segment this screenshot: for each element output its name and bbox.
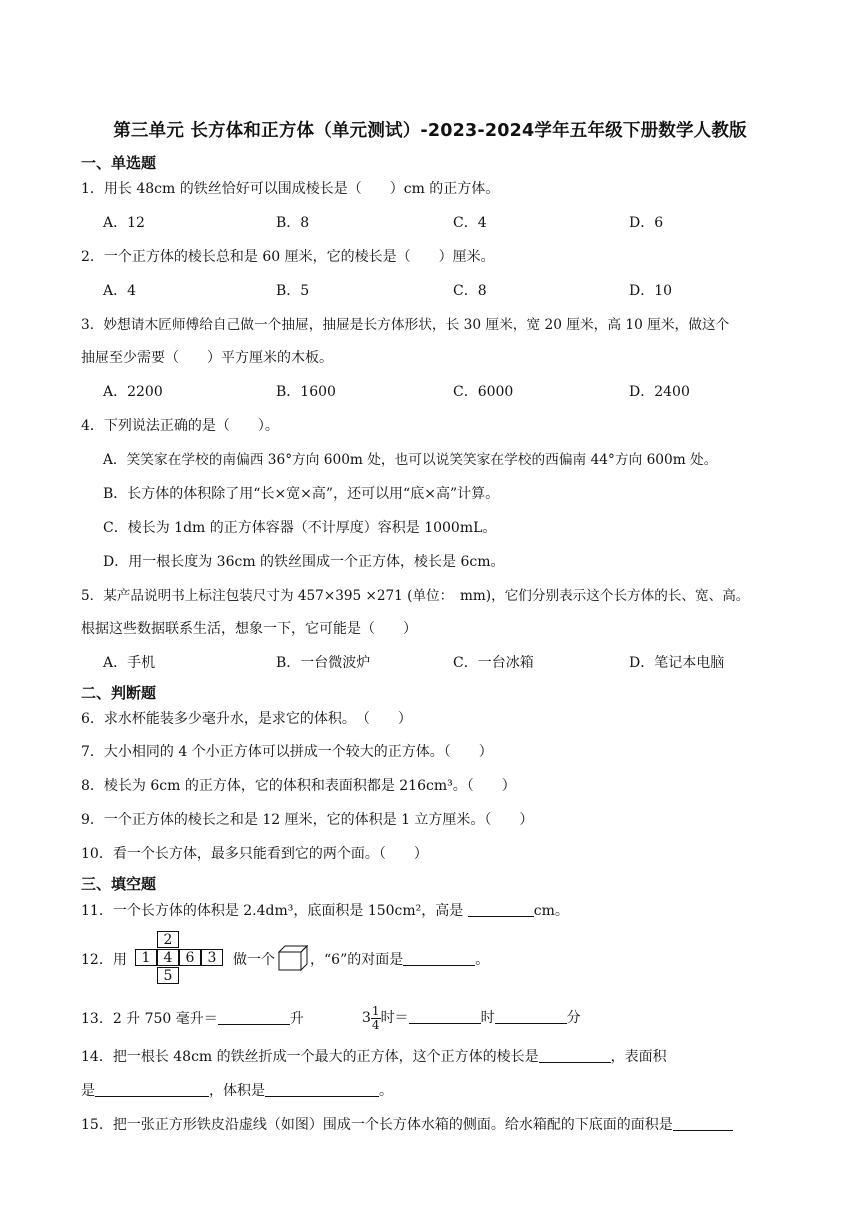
- question-11: [81, 902, 569, 920]
- q14-blank-2[interactable]: [95, 1082, 209, 1097]
- question-7: 7．大小相同的 4 个小正方体可以拼成一个较大的正方体。（ ）: [81, 744, 493, 760]
- q5-option-c[interactable]: C．一台冰箱: [453, 655, 534, 671]
- q5-option-a[interactable]: A．手机: [103, 655, 156, 671]
- q1-option-b[interactable]: B．8: [276, 215, 310, 231]
- mixed-number-whole: 3: [362, 1010, 371, 1026]
- q2-option-b[interactable]: B．5: [276, 283, 310, 299]
- q5-option-b[interactable]: B．一台微波炉: [276, 655, 371, 671]
- q1-option-c[interactable]: C．4: [453, 215, 487, 231]
- q13-unit-2: 时: [480, 1010, 495, 1026]
- cube-icon: [278, 945, 308, 971]
- q4-option-b[interactable]: B．长方体的体积除了用“长×宽×高”，还可以用“底×高”计算。: [103, 486, 500, 502]
- q1-option-a[interactable]: A．12: [103, 215, 145, 231]
- q5-option-d[interactable]: D．笔记本电脑: [629, 655, 725, 671]
- net-cell: 4: [157, 949, 179, 966]
- question-3-line-1: 3．妙想请木匠师傅给自己做一个抽屉，抽屉是长方体形状，长 30 厘米，宽 20 厘米，高 10 厘米，做这个: [81, 317, 730, 333]
- q3-option-c[interactable]: C．6000: [453, 384, 514, 400]
- question-5-line-1: 5．某产品说明书上标注包装尺寸为 457×395 ×271 (单位： mm)，它们分别表示这个长方体的长、宽、高。: [81, 588, 750, 604]
- section-heading-single-choice: 一、单选题: [81, 154, 157, 172]
- q13-blank-1[interactable]: [218, 1010, 290, 1025]
- q11-blank[interactable]: [468, 902, 534, 917]
- section-heading-true-false: 二、判断题: [81, 684, 157, 702]
- q3-option-d[interactable]: D．2400: [629, 384, 690, 400]
- q14-text: 14．把一根长 48cm 的铁丝折成一个最大的正方体，这个正方体的棱长是: [81, 1049, 539, 1065]
- q14-blank-1[interactable]: [539, 1048, 611, 1063]
- q12-end: 。: [475, 952, 490, 968]
- q3-option-b[interactable]: B．1600: [276, 384, 336, 400]
- q1-option-d[interactable]: D．6: [629, 215, 664, 231]
- q14-text-2: ，表面积: [610, 1049, 667, 1065]
- q2-option-d[interactable]: D．10: [629, 283, 673, 299]
- q11-text: 11．一个长方体的体积是 2.4dm³，底面积是 150cm²，高是: [81, 903, 468, 919]
- q4-option-d[interactable]: D．用一根长度为 36cm 的铁丝围成一个正方体，棱长是 6cm。: [103, 554, 505, 570]
- question-8: 8．棱长为 6cm 的正方体，它的体积和表面积都是 216cm³。（ ）: [81, 778, 516, 794]
- net-cell: 2: [157, 931, 179, 948]
- q2-option-a[interactable]: A．4: [103, 283, 137, 299]
- question-1: 1．用长 48cm 的铁丝恰好可以围成棱长是（ ）cm 的正方体。: [81, 181, 500, 197]
- question-15: [81, 1116, 733, 1134]
- q13-text-2: 时＝: [380, 1010, 409, 1026]
- fraction-numerator: 1: [371, 1003, 380, 1018]
- cube-net-figure: [127, 931, 237, 991]
- q12-middle: 做一个: [233, 952, 275, 968]
- q3-option-a[interactable]: A．2200: [103, 384, 163, 400]
- q13-blank-2[interactable]: [409, 1009, 481, 1024]
- net-cell: 5: [157, 967, 179, 984]
- q14-text-4: ，体积是: [209, 1083, 265, 1099]
- q12-tail: [310, 951, 489, 969]
- mixed-number-fraction: [371, 1005, 381, 1032]
- question-9: 9．一个正方体的棱长之和是 12 厘米，它的体积是 1 立方厘米。（ ）: [81, 812, 534, 828]
- q13-text: 13．2 升 750 毫升＝: [81, 1011, 218, 1027]
- q14-blank-3[interactable]: [265, 1082, 379, 1097]
- net-cell: 1: [135, 949, 157, 966]
- q13-blank-3[interactable]: [495, 1009, 567, 1024]
- question-2: 2．一个正方体的棱长总和是 60 厘米，它的棱长是（ ）厘米。: [81, 249, 495, 265]
- q14-end: 。: [379, 1083, 393, 1099]
- q15-text: 15．把一张正方形铁皮沿虚线（如图）围成一个长方体水箱的侧面。给水箱配的下底面的面积是: [81, 1117, 673, 1133]
- q4-option-a[interactable]: A．笑笑家在学校的南偏西 36°方向 600m 处，也可以说笑笑家在学校的西偏南 44°方向 600m 处。: [103, 452, 718, 468]
- question-13-part-2: [362, 1002, 581, 1034]
- section-heading-fill-blank: 三、填空题: [81, 875, 157, 893]
- question-14-line-2: [81, 1082, 393, 1100]
- q12-blank[interactable]: [403, 951, 475, 966]
- question-5-line-2: 根据这些数据联系生活，想象一下，它可能是（ ）: [81, 621, 417, 637]
- question-4: 4．下列说法正确的是（ ）。: [81, 418, 279, 434]
- net-cell: 3: [201, 949, 223, 966]
- question-6: 6．求水杯能装多少毫升水，是求它的体积。 （ ）: [81, 711, 412, 727]
- q2-option-c[interactable]: C．8: [453, 283, 487, 299]
- q11-unit: cm。: [533, 903, 569, 919]
- q14-text-3: 是: [81, 1083, 95, 1099]
- net-cell: 6: [179, 949, 201, 966]
- question-3-line-2: 抽屉至少需要（ ）平方厘米的木板。: [81, 350, 333, 366]
- question-10: 10．看一个长方体，最多只能看到它的两个面。（ ）: [81, 846, 428, 862]
- page-title: 第三单元 长方体和正方体（单元测试）-2023-2024学年五年级下册数学人教版: [113, 121, 747, 141]
- q4-option-c[interactable]: C．棱长为 1dm 的正方体容器（不计厚度）容积是 1000mL。: [103, 520, 497, 536]
- q13-unit-1: 升: [289, 1011, 304, 1027]
- q15-blank[interactable]: [673, 1116, 733, 1131]
- fraction-denominator: 4: [371, 1017, 380, 1032]
- q13-unit-3: 分: [566, 1010, 581, 1026]
- question-13-part-1: [81, 1010, 304, 1028]
- q12-text: ，“6”的对面是: [310, 952, 404, 968]
- question-14-line-1: [81, 1048, 667, 1066]
- q12-prefix: 12．用: [81, 952, 127, 968]
